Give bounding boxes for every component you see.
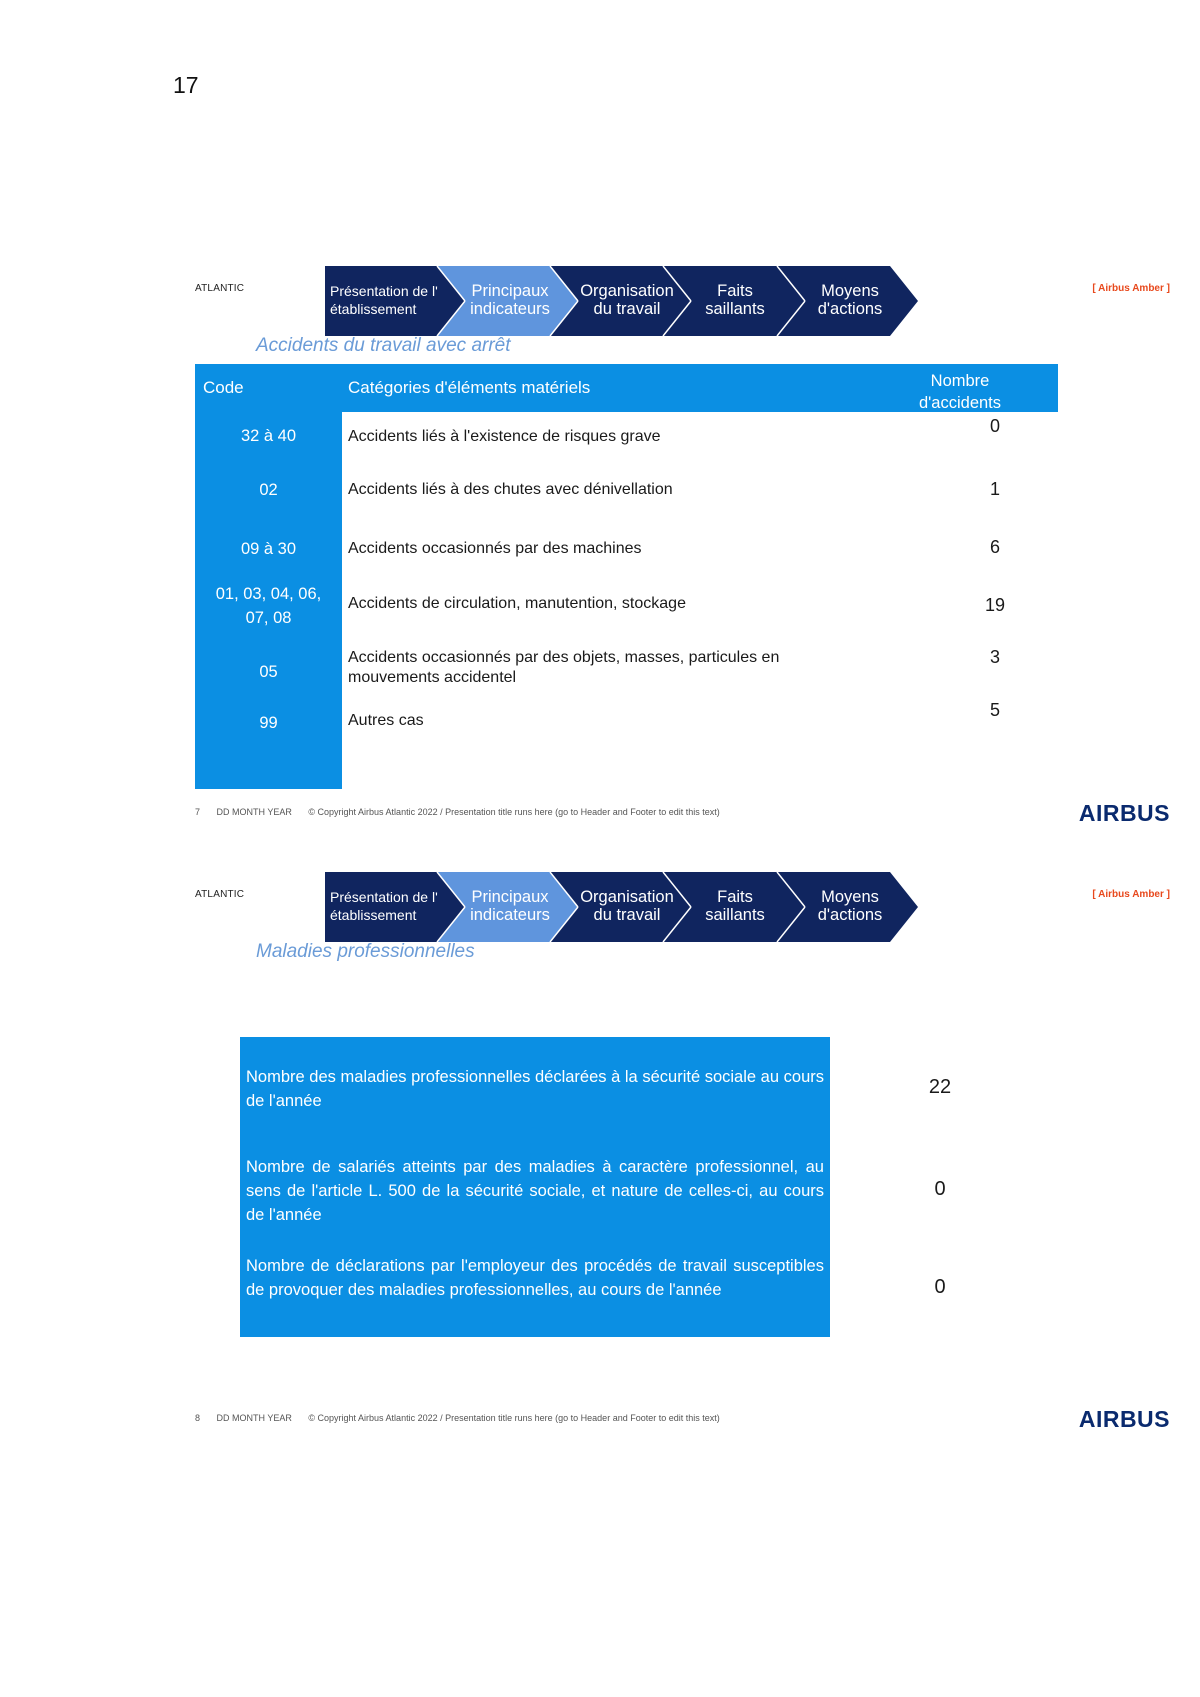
company-label: ATLANTIC	[195, 283, 245, 294]
row-count: 5	[989, 700, 1000, 720]
nav-step-faits-saillants[interactable]: Faits saillants	[705, 888, 765, 924]
nav-step-principaux-indicateurs[interactable]: Principaux indicateurs	[470, 888, 550, 924]
classification-label: [ Airbus Amber ]	[1092, 889, 1170, 900]
slide-accidents	[195, 262, 1170, 826]
row-code: 01, 03, 04, 06, 07, 08	[215, 585, 322, 627]
footer-copyright: © Copyright Airbus Atlantic 2022 / Presentation title runs here (go to Header and Footer to edit this text)	[308, 1413, 720, 1423]
footer-copyright: © Copyright Airbus Atlantic 2022 / Presentation title runs here (go to Header and Footer to edit this text)	[308, 807, 720, 817]
disease-row-value: 22	[928, 1076, 952, 1098]
footer-slide-number: 7	[195, 807, 201, 817]
row-count: 0	[989, 416, 1000, 436]
nav-step-presentation[interactable]: Présentation de l' établissement	[330, 283, 438, 317]
disease-table	[240, 1037, 830, 1337]
slide-footer	[195, 807, 734, 817]
nav-step-moyens-actions[interactable]: Moyens d'actions	[817, 888, 883, 924]
header-count: Nombre d'accidents	[918, 372, 1002, 412]
row-category: Accidents liés à des chutes avec dénivellation	[348, 481, 673, 498]
row-count: 19	[984, 595, 1006, 615]
disease-row-value: 0	[934, 1276, 946, 1298]
row-category: Accidents de circulation, manutention, stockage	[348, 595, 686, 612]
disease-row-label: Nombre de déclarations par l'employeur des procédés de travail susceptibles de provoquer des maladies professionnelles, au cours de l'année	[246, 1257, 824, 1299]
row-code: 99	[259, 714, 278, 732]
row-code: 05	[259, 663, 278, 681]
nav-step-organisation[interactable]: Organisation du travail	[580, 282, 674, 318]
header-code: Code	[203, 378, 244, 397]
disease-row-label: Nombre de salariés atteints par des maladies à caractère professionnel, au sens de l'article L. 500 de la sécurité sociale, et nature de celles-ci, au cours de l'année	[246, 1158, 824, 1224]
row-category: Autres cas	[348, 712, 424, 729]
table-header	[195, 364, 1058, 412]
page-number: 17	[173, 72, 199, 98]
row-code: 32 à 40	[240, 427, 297, 445]
row-category: Accidents liés à l'existence de risques grave	[348, 428, 661, 445]
disease-row-value: 0	[934, 1178, 946, 1200]
row-category: Accidents occasionnés par des machines	[348, 540, 642, 557]
classification-label: [ Airbus Amber ]	[1092, 283, 1170, 294]
row-count: 3	[989, 647, 1000, 667]
footer-date: DD MONTH YEAR	[216, 807, 292, 817]
slide-maladies	[195, 868, 1170, 1432]
airbus-logo: AIRBUS	[1078, 800, 1170, 826]
section-title: Accidents du travail avec arrêt	[256, 335, 511, 356]
nav-step-presentation[interactable]: Présentation de l' établissement	[330, 889, 438, 923]
row-code: 09 à 30	[240, 540, 297, 558]
nav-step-organisation[interactable]: Organisation du travail	[580, 888, 674, 924]
footer-slide-number: 8	[195, 1413, 201, 1423]
airbus-logo: AIRBUS	[1078, 1406, 1170, 1432]
nav-step-principaux-indicateurs[interactable]: Principaux indicateurs	[470, 282, 550, 318]
row-count: 1	[989, 479, 1000, 499]
disease-row-label: Nombre des maladies professionnelles déclarées à la sécurité sociale au cours de l'année	[246, 1068, 824, 1110]
section-navigation	[325, 266, 925, 336]
row-code: 02	[259, 481, 278, 499]
slide-footer	[195, 1413, 734, 1423]
footer-date: DD MONTH YEAR	[216, 1413, 292, 1423]
section-navigation	[325, 872, 925, 942]
header-category: Catégories d'éléments matériels	[348, 378, 591, 397]
nav-step-faits-saillants[interactable]: Faits saillants	[705, 282, 765, 318]
section-title: Maladies professionnelles	[256, 941, 475, 962]
nav-step-moyens-actions[interactable]: Moyens d'actions	[817, 282, 883, 318]
row-count: 6	[989, 537, 1000, 557]
company-label: ATLANTIC	[195, 889, 245, 900]
row-category: Accidents occasionnés par des objets, masses, particules en mouvements accidentel	[348, 649, 780, 686]
